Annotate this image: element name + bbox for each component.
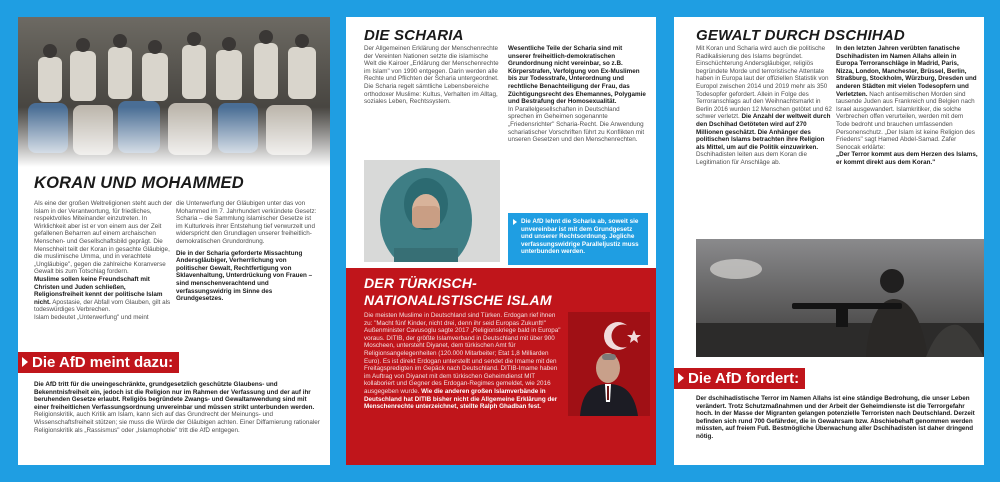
dschihad-right-text bbox=[836, 45, 978, 251]
arrow-right-icon bbox=[22, 357, 28, 367]
veiled-woman-photo bbox=[364, 160, 500, 262]
banner-label: Die AfD fordert: bbox=[688, 370, 800, 387]
panel-gewalt-durch-dschihad bbox=[674, 17, 984, 465]
scharia-right-text bbox=[508, 45, 646, 213]
dschihad-left-end: Dschihadisten leiten aus dem Koran die Legitimation für Anschläge ab. bbox=[696, 151, 807, 166]
erdogan-flag-photo bbox=[568, 312, 650, 416]
stmt-bold-1: Die AfD tritt für die uneingeschränkte, grundgesetzlich geschützte Glaubens- und Bekenntnisfreiheit ein, jedoch ist die Religion nur im Rahmen der Verfassung und der auf ihr beruhenden Gesetze erlaubt. bbox=[34, 381, 311, 404]
turkish-text bbox=[364, 312, 564, 462]
scharia-right-bold: Wesentliche Teile der Scharia sind mit unserer freiheitlich-demokratischen Grundordnung nicht vereinbar, so z.B. Körperstrafen, Verfolgung von Ex-Muslimen bis zur Todesstrafe, Unterordnung und rechtliche Benachteiligung der Frau, das Züchtigungsrecht des Ehemannes, Polygamie und Bestrafung der Homosexualität. bbox=[508, 45, 646, 106]
afd-meint-banner bbox=[18, 352, 179, 373]
dschihad-quote: „Der Terror kommt aus dem Herzen des Islams, er kommt direkt aus dem Koran." bbox=[836, 151, 978, 166]
intro-p3: Islam bedeutet „Unterwerfung" und meint bbox=[34, 313, 149, 321]
dschihad-title: GEWALT DURCH DSCHIHAD bbox=[696, 27, 905, 44]
intro-p2-bold: Muslime sollen keine Freundschaft mit Christen und Juden schließen, Religionsfreiheit kennt der politische Islam nicht. bbox=[34, 275, 163, 306]
fordert-bold: In der Masse der Migranten gelangen potenzielle Terroristen nach Deutschland. bbox=[712, 410, 953, 418]
arrow-right-icon bbox=[678, 373, 684, 383]
praying-men-photo bbox=[18, 17, 330, 167]
fordert-rest2: Derzeit befinden sich rund 700 Gefährder, die in Gewahrsam bzw. Abschiebehaft genommen werden müssten, auf freiem Fuß. Bestmögliche Überwachung aller Dschihadisten ist daher dringend nötig. bbox=[696, 410, 975, 440]
arrow-right-icon bbox=[513, 219, 517, 225]
afd-scharia-box bbox=[508, 213, 648, 265]
dschihad-right-bold: In den letzten Jahren verübten fanatische Dschihadisten im Namen Allahs allein in Europa Terroranschläge in Madrid, Paris, Nizza, London, Manchester, Brüssel, Berlin, Straßburg, Stockholm, Würzburg, Dresden und anderen Städten mit vielen Todesopfern und Verletzten. bbox=[836, 45, 977, 98]
turkish-islam-section bbox=[346, 268, 656, 465]
col2-p2-bold: Die in der Scharia geforderte Missachtung Andersgläubiger, Verherrlichung von politischer Gewalt, Rechtfertigung von Sklavenhaltung, Unterdrückung von Frauen – sind menschenverachtend und verfassungswidrig im Sinne des Grundgesetzes. bbox=[176, 249, 313, 303]
turkish-text-main: Die meisten Muslime in Deutschland sind Türken. Erdogan rief ihnen zu: "Macht fünf Kinder, nicht drei, denn ihr seid Europas Zukunft!" Außenminister Cavusoglu sagte 2017 „Religionskriege bald in Europa" voraus. DITIB, der größte Islamverband in Deutschland mit über 900 Moscheen, untersteht Diyanet, dem türkischen Amt für Religionsangelegenheiten (120.000 Mitarbeiter; Etat 1,8 Milliarden Euro). Es ist direkt Erdogan unterstellt und sendet die Imame mit den Freitagspredigten im Gepäck nach Deutschland. DITIB-Imame haben im Auftrag von Diyanet mit dem türkischen Geheimdienst MIT kollaboriert und Gegner des Erdogan-Regimes gemeldet, wie 2016 ausgegeben wurde. bbox=[364, 312, 561, 395]
turkish-text-bold: Wie die anderen großen Islamverbände in Deutschland hat DITIB bisher nicht die Allgemeine Erklärung der Menschenrechte unterzeichnet, stellte Ralph Ghadban fest. bbox=[364, 387, 558, 411]
scharia-left-text: Der Allgemeinen Erklärung der Menschenrechte der Vereinten Nationen setzte die islamische Welt die Kairoer „Erklärung der Menschenrechte im Islam" von 1990 entgegen. Darin werden alle Rechte und Pflichten der Scharia untergeordnet. Die Scharia regelt sämtliche Lebensbereiche orthodoxer Muslime: Kultus, Verhalten im Alltag, soziales Leben, Rechtssystem. bbox=[364, 45, 499, 106]
turkish-title-line1: DER TÜRKISCH- bbox=[364, 275, 478, 291]
intro-text-col1 bbox=[34, 200, 174, 350]
stmt-rest: Religionskritik, auch Kritik am Islam, kann sich auf das Grundrecht der Meinungs- und Wissenschaftsfreiheit stützen; sie muss die Würde der Gläubigen achten. Einer Diffamierung rationaler Religionskritik als „Rassismus" oder „Islamophobie" tritt die AfD entgegen. bbox=[34, 411, 320, 434]
dschihad-left-main: Mit Koran und Scharia wird auch die politische Radikalisierung des Islams begründet. Einschüchterung Andersgläubiger, religiös begründete Morde und terroristische Attentate haben in Europa laut der offiziellen Statistik von Europol zwischen 2014 und 2019 mehr als 350 Todesopfer gefordert. Allein in Folge des Terroranschlags auf den Weihnachtsmarkt in Berlin 2016 wurden 12 Menschen getötet und 62 schwer verletzt. bbox=[696, 45, 832, 121]
dschihad-left-text bbox=[696, 45, 832, 251]
intro-text-col2 bbox=[176, 200, 318, 350]
bluebox-text: Die AfD lehnt die Scharia ab, soweit sie unvereinbar ist mit dem Grundgesetz und unserer Rechtsordnung. Jegliche verfassungswidrige Paralleljustiz muss unterbunden werden. bbox=[521, 218, 639, 256]
intro-p1: Als eine der großen Weltreligionen steht auch der Islam in der Verantwortung, für friedliches, respektvolles Miteinander einzutreten. In Wirklichkeit aber ist er von einem aus der Zeit gefallenen Beharren auf einem archaischen Menschen- und Gesellschaftsbild geprägt. Die Menschheit teilt der Koran in gesachte Gläubige, die muslimische Umma, und in verachtete „Ungläubige", gegen die zahlreiche Koranverse Gewalt bis zum Totschlag fordern. bbox=[34, 200, 173, 276]
afd-fordert-banner bbox=[674, 368, 805, 389]
dschihad-left-bold: Die Anzahl der weltweit durch den Dschihad Getöteten wird auf 270 Millionen geschätzt. Die Anhänger des politischen Islams betrachten ihre Religion als Mittel, um auf die Politik einzuwirken. bbox=[696, 113, 831, 151]
scharia-right-rest: In Parallelgesellschaften in Deutschland sprechen im Geheimen sogenannte „Friedensrichter" Scharia-Recht. Die Anwendung schariatischer Vorschriften führt zu Konflikten mit unseren Gesetzen und den Menschenrechten. bbox=[508, 105, 645, 144]
col2-p1: die Unterwerfung der Gläubigen unter das von Mohammed im 7. Jahrhundert verkündete Gesetz: Scharia – die Sammlung islamischer Gesetze ist im Kulturkreis ihrer Entstehung tief verwurzelt und widerspricht den Grundlagen unserer freiheitlich-demokratischen Grundordnung. bbox=[176, 200, 317, 245]
panel-koran-und-mohammed bbox=[18, 17, 330, 465]
afd-fordert-statement bbox=[696, 395, 976, 463]
turkish-title-line2: NATIONALISTISCHE ISLAM bbox=[364, 292, 552, 308]
stmt-bold-2: Religiös begründete Zwangs- und Gewaltanwendung sind mit einer freiheitlichen Verfassungsordnung unvereinbar und müssen strikt unterbunden werden. bbox=[34, 396, 315, 411]
fighter-photo bbox=[696, 239, 984, 357]
dschihad-right-rest: Nach antisemitischen Morden sind tausende Juden aus Frankreich und Belgien nach Israel ausgewandert. Islamkritiker, die solche Verbrechen offen verurteilen, werden mit dem Tode bedroht und brauchen umfassenden Personenschutz. „Der Islam ist keine Religion des Friedens" sagt Hamed Abdel-Samad. Zafer Senocak erklärte: bbox=[836, 90, 975, 151]
banner-label: Die AfD meint dazu: bbox=[32, 354, 174, 371]
scharia-title: DIE SCHARIA bbox=[364, 27, 464, 44]
intro-p2-rest: Apostasie, der Abfall vom Glauben, gilt als todeswürdiges Verbrechen. bbox=[34, 298, 171, 314]
page-title: KORAN UND MOHAMMED bbox=[34, 174, 244, 192]
fordert-rest: Der dschihadistische Terror im Namen Allahs ist eine ständige Bedrohung, die unser Leben verändert. Trotz Schutzmaßnahmen und der Arbeit der Geheimdienste ist die Terrorgefahr hoch. bbox=[696, 395, 970, 418]
afd-statement bbox=[34, 381, 320, 461]
panel-die-scharia bbox=[346, 17, 656, 465]
